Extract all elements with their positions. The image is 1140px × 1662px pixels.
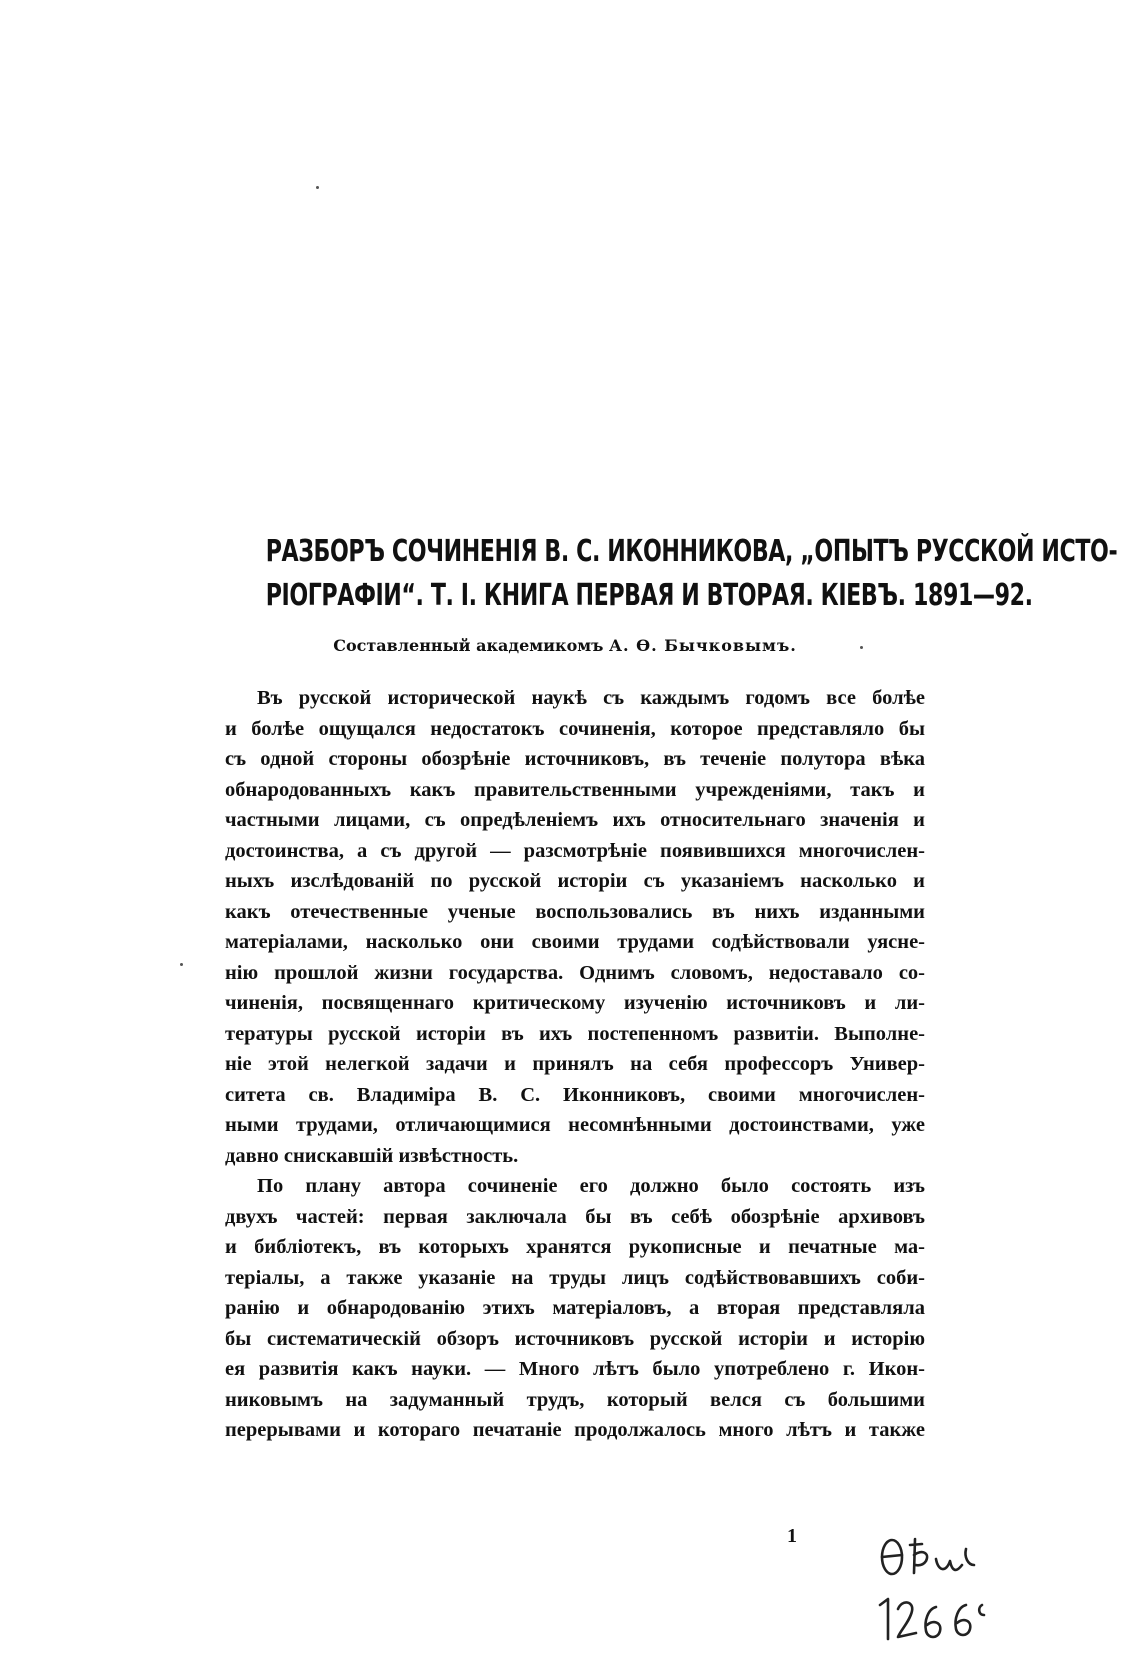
byline-prefix: Составленный академикомъ [333, 636, 604, 655]
scan-speck [316, 186, 319, 189]
text-line: чиненія, посвященнаго критическому изученію источниковъ и ли- [225, 992, 925, 1014]
text-line: давно снискавшій извѣстность. [225, 1144, 519, 1167]
title-line-2: РІОГРАФІИ“. Т. I. КНИГА ПЕРВАЯ И ВТОРАЯ. КІЕВЪ. 1891—92. [265, 578, 1033, 613]
text-line: тературы русской исторіи въ ихъ постепенномъ развитіи. Выполне- [225, 1022, 925, 1045]
document-title [265, 530, 1118, 618]
text-line: перерывами и котораго печатаніе продолжалось много лѣтъ и также [225, 1419, 925, 1441]
text-line: ными трудами, отличающимися несомнѣнными достоинствами, уже [225, 1114, 925, 1136]
text-line: съ одной стороны обозрѣніе источниковъ, въ теченіе полутора вѣка [225, 748, 925, 770]
text-line: ніе этой нелегкой задачи и принялъ на себя профессоръ Универ- [225, 1053, 925, 1075]
text-line: теріалы, а также указаніе на труды лицъ содѣйствовавшихъ соби- [225, 1266, 925, 1289]
text-line: По плану автора сочиненіе его должно было состоять изъ [257, 1175, 925, 1197]
title-line-1: РАЗБОРЪ СОЧИНЕНІЯ В. С. ИКОННИКОВА, „ОПЫТЪ РУССКОЙ ИСТО- [265, 534, 1118, 569]
text-line: частными лицами, съ опредѣленіемъ ихъ относительнаго значенія и [225, 809, 925, 831]
text-line: ситета св. Владиміра В. С. Иконниковъ, своими многочислен- [225, 1083, 925, 1106]
text-line: матеріалами, насколько они своими трудами содѣйствовали уясне- [225, 931, 925, 953]
text-line: и библіотекъ, въ которыхъ хранятся рукописные и печатные ма- [225, 1236, 925, 1258]
text-line: какъ отечественные ученые воспользовались въ нихъ изданными [225, 900, 925, 923]
text-line: ныхъ изслѣдованій по русской исторіи съ указаніемъ насколько и [225, 870, 925, 892]
text-line: Въ русской исторической наукѣ съ каждымъ годомъ все болѣе [257, 687, 925, 709]
text-line: ранію и обнародованію этихъ матеріаловъ, а вторая представляла [225, 1297, 925, 1319]
body-text [225, 683, 925, 1446]
text-line: обнародованныхъ какъ правительственными учрежденіями, такъ и [225, 778, 925, 801]
scan-speck [180, 963, 183, 966]
text-line: никовымъ на задуманный трудъ, который велся съ большими [225, 1388, 925, 1411]
byline [200, 636, 930, 655]
text-line: нію прошлой жизни государства. Однимъ словомъ, недоставало со- [225, 961, 925, 984]
text-line: бы систематическій обзоръ источниковъ русской исторіи и исторію [225, 1327, 925, 1350]
text-line: ея развитія какъ науки. — Много лѣтъ было употреблено г. Икон- [225, 1358, 925, 1380]
handwritten-shelfmark [870, 1535, 1010, 1655]
byline-author: А. Ѳ. Бычковымъ. [608, 636, 797, 655]
text-line: и болѣе ощущался недостатокъ сочиненія, которое представляло бы [225, 717, 925, 740]
text-line: достоинства, а съ другой — разсмотрѣніе появившихся многочислен- [225, 839, 925, 862]
page-number: 1 [787, 1525, 797, 1547]
text-line: двухъ частей: первая заключала бы въ себѣ обозрѣніе архивовъ [225, 1205, 925, 1228]
